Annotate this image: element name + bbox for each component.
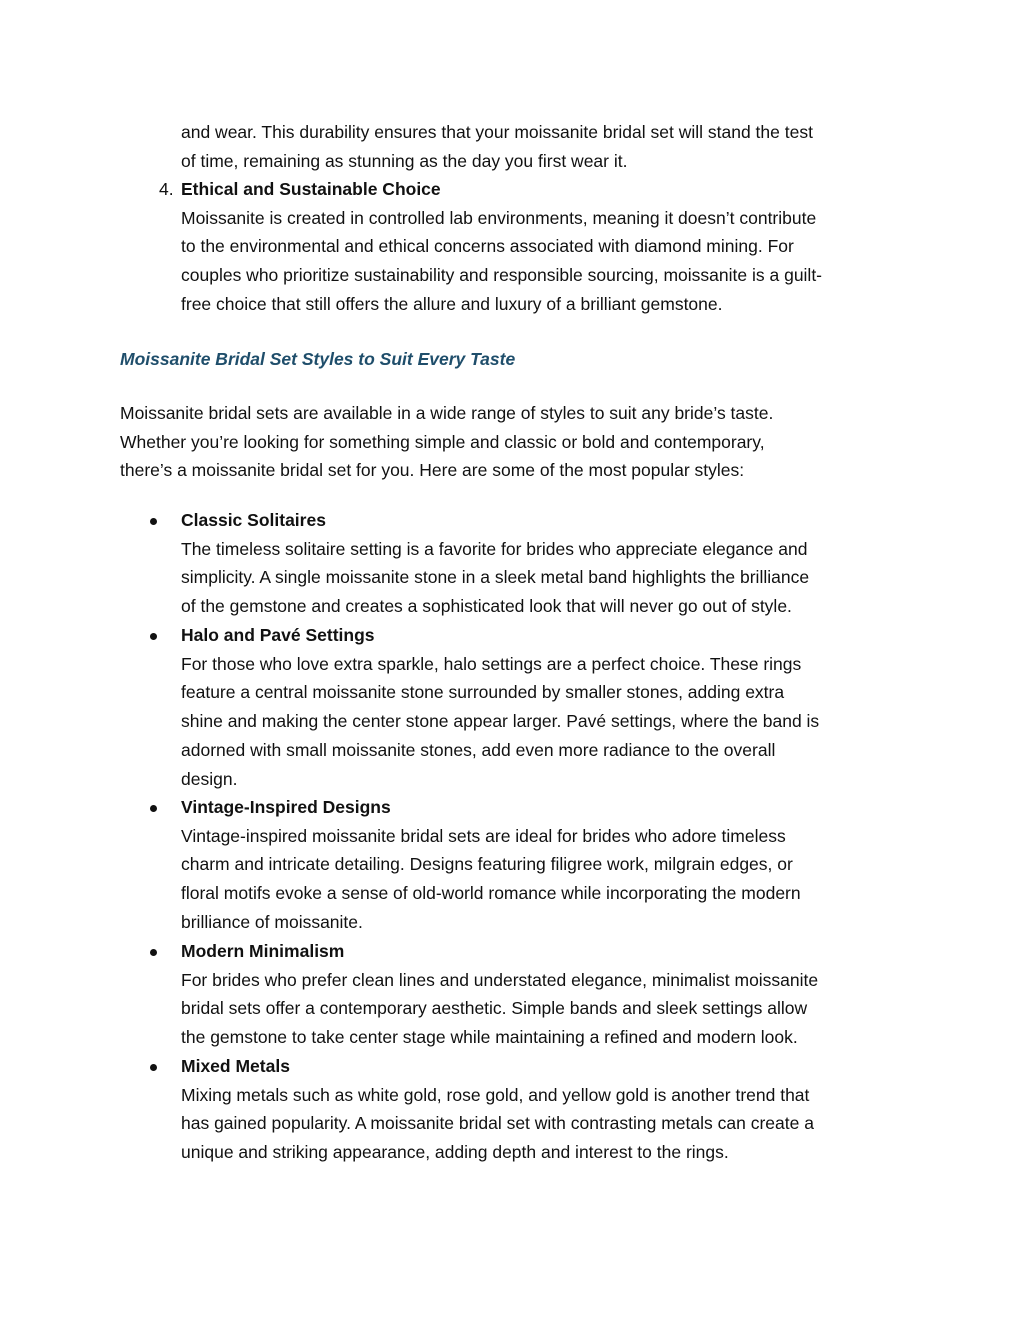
list-item-title: Mixed Metals xyxy=(181,1056,290,1076)
list-item-vintage-inspired xyxy=(181,793,801,937)
bullet-icon xyxy=(150,1064,157,1071)
paragraph-line: has gained popularity. A moissanite bridal set with contrasting metals can create a xyxy=(181,1113,814,1134)
paragraph-line: Moissanite is created in controlled lab environments, meaning it doesn’t contribute xyxy=(181,207,817,228)
paragraph-line: adorned with small moissanite stones, add even more radiance to the overall xyxy=(181,739,776,760)
paragraph-line: bridal sets offer a contemporary aesthetic. Simple bands and sleek settings allow xyxy=(181,998,808,1019)
paragraph-line: Moissanite bridal sets are available in a wide range of styles to suit any bride’s taste. xyxy=(120,403,774,423)
numbered-item-4 xyxy=(181,175,822,319)
paragraph-line: charm and intricate detailing. Designs featuring filigree work, milgrain edges, or xyxy=(181,854,793,875)
list-item-title: Vintage-Inspired Designs xyxy=(181,797,391,817)
paragraph-line: design. xyxy=(181,768,238,789)
list-item-title: Modern Minimalism xyxy=(181,941,345,961)
paragraph-line: couples who prioritize sustainability and responsible sourcing, moissanite is a guilt- xyxy=(181,265,823,286)
paragraph-line: The timeless solitaire setting is a favorite for brides who appreciate elegance and xyxy=(181,538,808,559)
paragraph-line: simplicity. A single moissanite stone in a sleek metal band highlights the brilliance xyxy=(181,567,810,588)
paragraph-line: of the gemstone and creates a sophisticated look that will never go out of style. xyxy=(181,596,792,617)
list-item-title: Classic Solitaires xyxy=(181,510,326,530)
paragraph-line: feature a central moissanite stone surrounded by smaller stones, adding extra xyxy=(181,682,785,703)
section-heading: Moissanite Bridal Set Styles to Suit Every Taste xyxy=(120,349,516,369)
bullet-icon xyxy=(150,518,157,525)
paragraph-line: of time, remaining as stunning as the day you first wear it. xyxy=(181,150,628,171)
intro-paragraph xyxy=(120,399,773,485)
paragraph-line: For those who love extra sparkle, halo settings are a perfect choice. These rings xyxy=(181,653,802,674)
paragraph-line: unique and striking appearance, adding depth and interest to the rings. xyxy=(181,1142,729,1163)
paragraph-line: Mixing metals such as white gold, rose gold, and yellow gold is another trend that xyxy=(181,1084,810,1105)
paragraph-line: brilliance of moissanite. xyxy=(181,911,363,932)
list-number: 4. xyxy=(159,179,174,199)
bullet-icon xyxy=(150,949,157,956)
paragraph-line: free choice that still offers the allure and luxury of a brilliant gemstone. xyxy=(181,293,723,314)
paragraph-line: Whether you’re looking for something simple and classic or bold and contemporary, xyxy=(120,431,765,452)
paragraph-line: shine and making the center stone appear larger. Pavé settings, where the band is xyxy=(181,711,820,732)
list-item-title: Halo and Pavé Settings xyxy=(181,625,375,645)
list-item-classic-solitaires xyxy=(181,506,809,621)
paragraph-line: there’s a moissanite bridal set for you. Here are some of the most popular styles: xyxy=(120,460,745,481)
list-item-mixed-metals xyxy=(181,1052,814,1167)
list-item-modern-minimalism xyxy=(181,937,818,1052)
bullet-icon xyxy=(150,633,157,640)
paragraph-line: to the environmental and ethical concerns associated with diamond mining. For xyxy=(181,236,794,257)
paragraph-line: Vintage-inspired moissanite bridal sets are ideal for brides who adore timeless xyxy=(181,825,786,846)
list-item-halo-pave xyxy=(181,621,819,793)
list-item-title: Ethical and Sustainable Choice xyxy=(181,179,441,199)
paragraph-line: floral motifs evoke a sense of old-world romance while incorporating the modern xyxy=(181,883,801,904)
paragraph-line: and wear. This durability ensures that your moissanite bridal set will stand the test xyxy=(181,122,813,142)
bullet-icon xyxy=(150,805,157,812)
paragraph-line: the gemstone to take center stage while maintaining a refined and modern look. xyxy=(181,1027,798,1048)
paragraph-line: For brides who prefer clean lines and understated elegance, minimalist moissanite xyxy=(181,969,819,990)
continued-paragraph xyxy=(181,118,813,175)
